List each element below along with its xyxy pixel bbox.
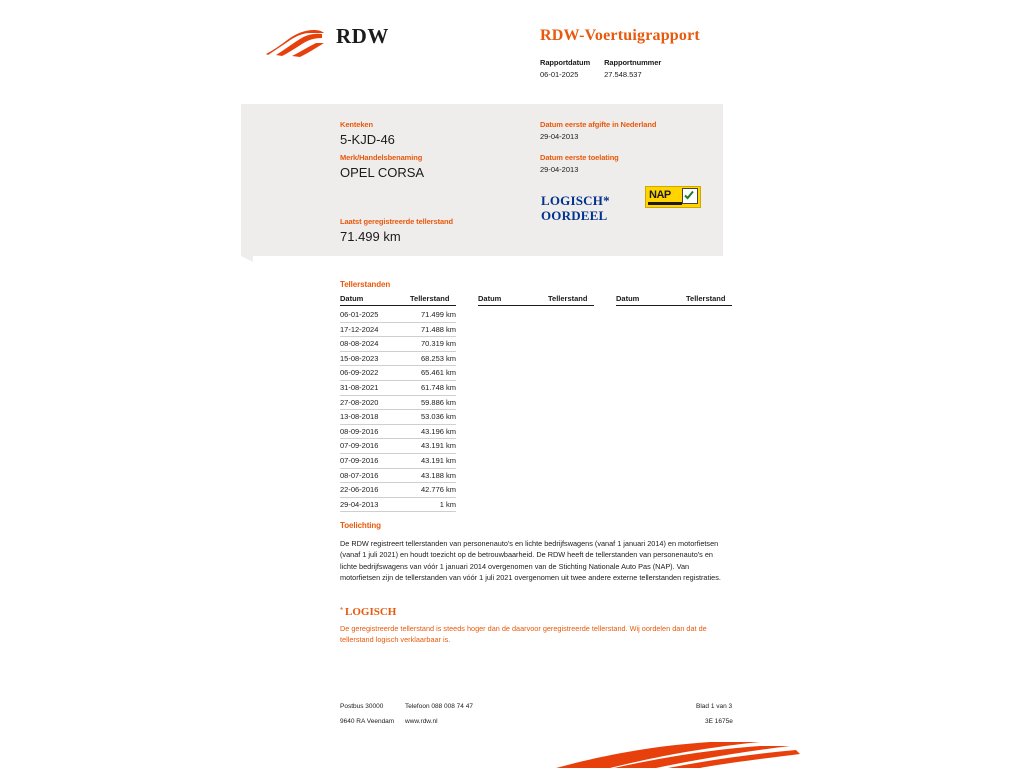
logisch-asterisk: * bbox=[340, 606, 344, 615]
row-datum: 07-09-2016 bbox=[340, 441, 379, 451]
row-divider bbox=[340, 453, 456, 454]
row-divider bbox=[340, 482, 456, 483]
laatste-tellerstand-label: Laatst geregistreerde tellerstand bbox=[340, 217, 453, 226]
rdw-logo-icon bbox=[264, 28, 326, 58]
row-datum: 22-06-2016 bbox=[340, 485, 379, 495]
row-tellerstand: 68.253 km bbox=[420, 353, 456, 363]
row-tellerstand: 59.886 km bbox=[420, 397, 456, 407]
row-divider bbox=[340, 351, 456, 352]
row-divider bbox=[340, 336, 456, 337]
merk-label: Merk/Handelsbenaming bbox=[340, 153, 423, 162]
report-date-label: Rapportdatum bbox=[540, 58, 591, 67]
row-divider bbox=[340, 424, 456, 425]
row-divider bbox=[340, 511, 456, 512]
row-tellerstand: 43.191 km bbox=[420, 441, 456, 451]
row-datum: 06-01-2025 bbox=[340, 310, 379, 319]
eerste-toelating-value: 29-04-2013 bbox=[540, 165, 579, 174]
row-divider bbox=[340, 409, 456, 410]
row-datum: 08-07-2016 bbox=[340, 470, 379, 480]
row-datum: 29-04-2013 bbox=[340, 499, 379, 509]
laatste-tellerstand-value: 71.499 km bbox=[340, 229, 401, 244]
col-header-datum-1: Datum bbox=[340, 294, 364, 303]
row-divider bbox=[340, 365, 456, 366]
kenteken-value: 5-KJD-46 bbox=[340, 132, 395, 147]
eerste-afgifte-value: 29-04-2013 bbox=[540, 132, 579, 141]
row-tellerstand: 61.748 km bbox=[420, 383, 456, 392]
logisch-body: De geregistreerde tellerstand is steeds hoger dan de daarvoor geregistreerde tellerstand. Wij oordelen dan dat de tellerstand logisch verklaarbaar is. bbox=[340, 624, 707, 645]
row-tellerstand: 43.188 km bbox=[420, 470, 456, 480]
row-divider bbox=[340, 438, 456, 439]
tellerstanden-title: Tellerstanden bbox=[340, 280, 391, 289]
footer-page-info: Blad 1 van 3 bbox=[696, 703, 733, 710]
col-rule-1 bbox=[340, 305, 456, 306]
row-divider bbox=[340, 497, 456, 498]
col-header-datum-2: Datum bbox=[478, 294, 502, 303]
row-datum: 27-08-2020 bbox=[340, 397, 379, 407]
report-number-block bbox=[604, 58, 661, 79]
logisch-heading: LOGISCH bbox=[345, 606, 397, 618]
merk-value: OPEL CORSA bbox=[340, 165, 425, 180]
row-datum: 17-12-2024 bbox=[340, 324, 379, 334]
nap-badge bbox=[645, 186, 701, 208]
row-datum: 06-09-2022 bbox=[340, 368, 379, 378]
col-header-datum-3: Datum bbox=[616, 294, 640, 303]
row-tellerstand: 1 km bbox=[439, 499, 456, 509]
col-rule-2 bbox=[478, 305, 594, 306]
row-divider bbox=[340, 380, 456, 381]
row-datum: 15-08-2023 bbox=[340, 353, 379, 363]
report-date-value: 06-01-2025 bbox=[540, 70, 579, 79]
footer-address-line-2: 9640 RA Veendam bbox=[340, 718, 395, 725]
row-tellerstand: 65.461 km bbox=[420, 368, 456, 378]
col-header-tellerstand-1: Tellerstand bbox=[410, 294, 450, 303]
report-number-value: 27.548.537 bbox=[604, 70, 642, 79]
toelichting-title: Toelichting bbox=[340, 521, 381, 530]
nap-label: NAP bbox=[649, 189, 671, 201]
row-datum: 08-09-2016 bbox=[340, 426, 379, 436]
row-datum: 13-08-2018 bbox=[340, 412, 379, 422]
check-icon bbox=[682, 188, 698, 204]
report-title: RDW-Voertuigrapport bbox=[540, 27, 700, 44]
row-divider bbox=[340, 468, 456, 469]
row-datum: 08-08-2024 bbox=[340, 339, 379, 349]
footer-phone: Telefoon 088 008 74 47 bbox=[405, 703, 473, 710]
row-datum: 31-08-2021 bbox=[340, 383, 379, 392]
row-tellerstand: 70.319 km bbox=[420, 339, 456, 349]
kenteken-label: Kenteken bbox=[340, 120, 373, 129]
eerste-afgifte-label: Datum eerste afgifte in Nederland bbox=[540, 120, 657, 129]
verdict-line-2: OORDEEL bbox=[541, 208, 608, 223]
row-divider bbox=[340, 322, 456, 323]
col-header-tellerstand-3: Tellerstand bbox=[686, 294, 726, 303]
row-tellerstand: 71.499 km bbox=[420, 310, 456, 319]
footer-website[interactable]: www.rdw.nl bbox=[405, 718, 438, 725]
verdict-text bbox=[541, 193, 610, 223]
col-rule-3 bbox=[616, 305, 732, 306]
footer-doc-code: 3E 1675e bbox=[705, 718, 733, 725]
row-tellerstand: 43.196 km bbox=[420, 426, 456, 436]
eerste-toelating-label: Datum eerste toelating bbox=[540, 153, 619, 162]
row-divider bbox=[340, 395, 456, 396]
report-meta bbox=[540, 58, 661, 79]
footer-address-line-1: Postbus 30000 bbox=[340, 703, 384, 710]
row-tellerstand: 42.776 km bbox=[420, 485, 456, 495]
toelichting-body: De RDW registreert tellerstanden van personenauto's en lichte bedrijfswagens (vanaf 1 januari 2014) en motorfietsen (vanaf 1 juli 2021) en houdt toezicht op de betrouwbaarheid. De RDW heeft de tellerstanden van personenauto's en lichte bedrijfswagens van vóór 1 januari 2014 overgenomen van de Stichting Nationale Auto Pas (NAP). Van motorfietsen zijn de tellerstanden van vóór 1 juli 2021 overgenomen uit twee andere externe tellerstanden registraties. bbox=[340, 539, 721, 582]
report-number-label: Rapportnummer bbox=[604, 58, 662, 67]
col-header-tellerstand-2: Tellerstand bbox=[548, 294, 588, 303]
row-datum: 07-09-2016 bbox=[340, 456, 379, 465]
vehicle-summary-panel bbox=[241, 104, 723, 256]
report-date-block bbox=[540, 58, 602, 79]
row-tellerstand: 53.036 km bbox=[420, 412, 456, 422]
rdw-wordmark: RDW bbox=[336, 24, 389, 48]
nap-stripe bbox=[648, 202, 682, 205]
footer-graphic bbox=[0, 740, 1024, 768]
row-tellerstand: 43.191 km bbox=[420, 456, 456, 465]
row-tellerstand: 71.488 km bbox=[420, 324, 456, 334]
verdict-line-1: LOGISCH* bbox=[541, 193, 610, 208]
